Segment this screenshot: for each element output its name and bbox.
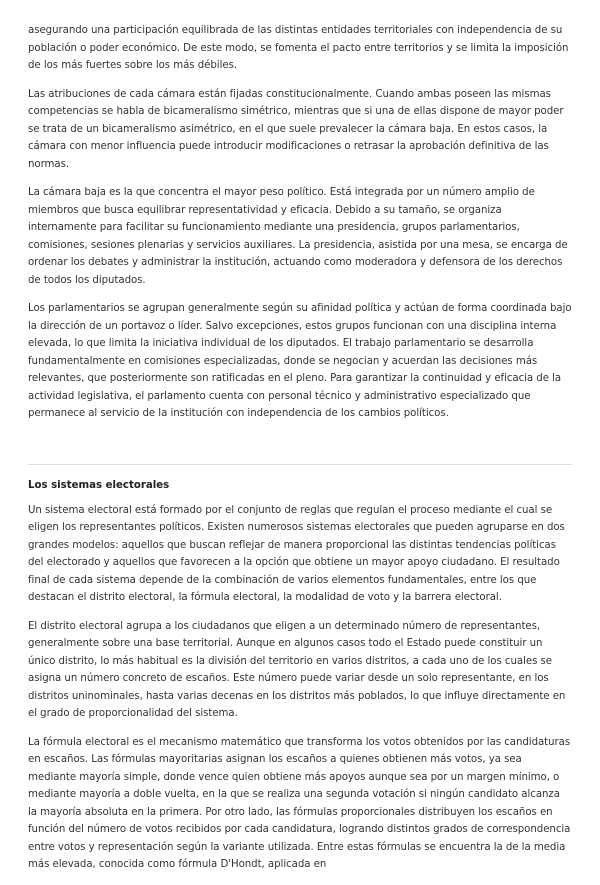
paragraph-senate-balance: asegurando una participación equilibrada de las distintas entidades territoriales con independencia de su población o poder económico. De este modo, se fomenta el pacto entre territorios y se limita la imposición de los más fuertes sobre los más débiles.	[28, 25, 569, 71]
section-divider	[28, 464, 572, 465]
document-page	[28, 22, 572, 885]
paragraph-lower-chamber: La cámara baja es la que concentra el mayor peso político. Está integrada por un número amplio de miembros que busca equilibrar representatividad y eficacia. Debido a su tamaño, se organiza internamente para facilitar su funcionamiento mediante una presidencia, grupos parlamentarios, comisiones, sesiones plenarias y servicios auxiliares. La presidencia, asistida por una mesa, se encarga de ordenar los debates y administrar la institución, actuando como moderadora y defensora de los derechos de todos los diputados.	[28, 187, 568, 286]
section-title: Los sistemas electorales	[28, 479, 170, 491]
paragraph-chamber-powers: Las atribuciones de cada cámara están fijadas constitucionalmente. Cuando ambas poseen las mismas competencias se habla de bicameralismo simétrico, mientras que si una de ellas dispone de mayor poder se trata de un bicameralismo asimétrico, en el que suele prevalecer la cámara baja. En estos casos, la cámara con menor influencia puede introducir modificaciones o retrasar la aprobación definitiva de las normas.	[28, 88, 564, 170]
paragraph-electoral-system: Un sistema electoral está formado por el conjunto de reglas que regulan el proceso mediante el cual se eligen los representantes políticos. Existen numerosos sistemas electorales que pueden agruparse en dos grandes modelos: aquellos que buscan reflejar de manera proporcional las distintas tendencias políticas del electorado y aquellos que favorecen a la opción que obtiene un mayor apoyo ciudadano. El resultado final de cada sistema depende de la combinación de varios elementos fundamentales, entre los que destacan el distrito electoral, la fórmula electoral, la modalidad de voto y la barrera electoral.	[28, 504, 565, 603]
paragraph-electoral-formula: La fórmula electoral es el mecanismo matemático que transforma los votos obtenidos por las candidaturas en escaños. Las fórmulas mayoritarias asignan los escaños a quienes obtienen más votos, ya sea mediante mayoría simple, donde vence quien obtiene más apoyos aunque sea por un margen mínimo, o mediante mayoría a doble vuelta, en la que se realiza una segunda votación si ningún candidato alcanza la mayoría absoluta en la primera. Por otro lado, las fórmulas proporcionales distribuyen los escaños en función del número de votos recibidos por cada candidatura, logrando distintos grados de correspondencia entre votos y representación según la variante utilizada. Entre estas fórmulas se encuentra la de la media más elevada, conocida como fórmula D'Hondt, aplicada en	[28, 736, 571, 870]
paragraph-electoral-district: El distrito electoral agrupa a los ciudadanos que eligen a un determinado número de representantes, generalmente sobre una base territorial. Aunque en algunos casos todo el Estado puede constituir un único distrito, lo más habitual es la división del territorio en varios distritos, a cada uno de los cuales se asigna un número concreto de escaños. Este número puede variar desde un solo representante, en los distritos uninominales, hasta varias decenas en los distritos más poblados, lo que influye directamente en el grado de proporcionalidad del sistema.	[28, 620, 566, 719]
paragraph-parliamentary-groups: Los parlamentarios se agrupan generalmente según su afinidad política y actúan de forma coordinada bajo la dirección de un portavoz o líder. Salvo excepciones, estos grupos funcionan con una disciplina interna elevada, lo que limita la iniciativa individual de los diputados. El trabajo parlamentario se desarrolla fundamentalmente en comisiones especializadas, donde se negocian y acuerdan las decisiones más relevantes, que posteriormente son ratificadas en el pleno. Para garantizar la continuidad y eficacia de la actividad legislativa, el parlamento cuenta con personal técnico y administrativo especializado que permanece al servicio de la institución con independencia de los cambios políticos.	[28, 303, 572, 419]
